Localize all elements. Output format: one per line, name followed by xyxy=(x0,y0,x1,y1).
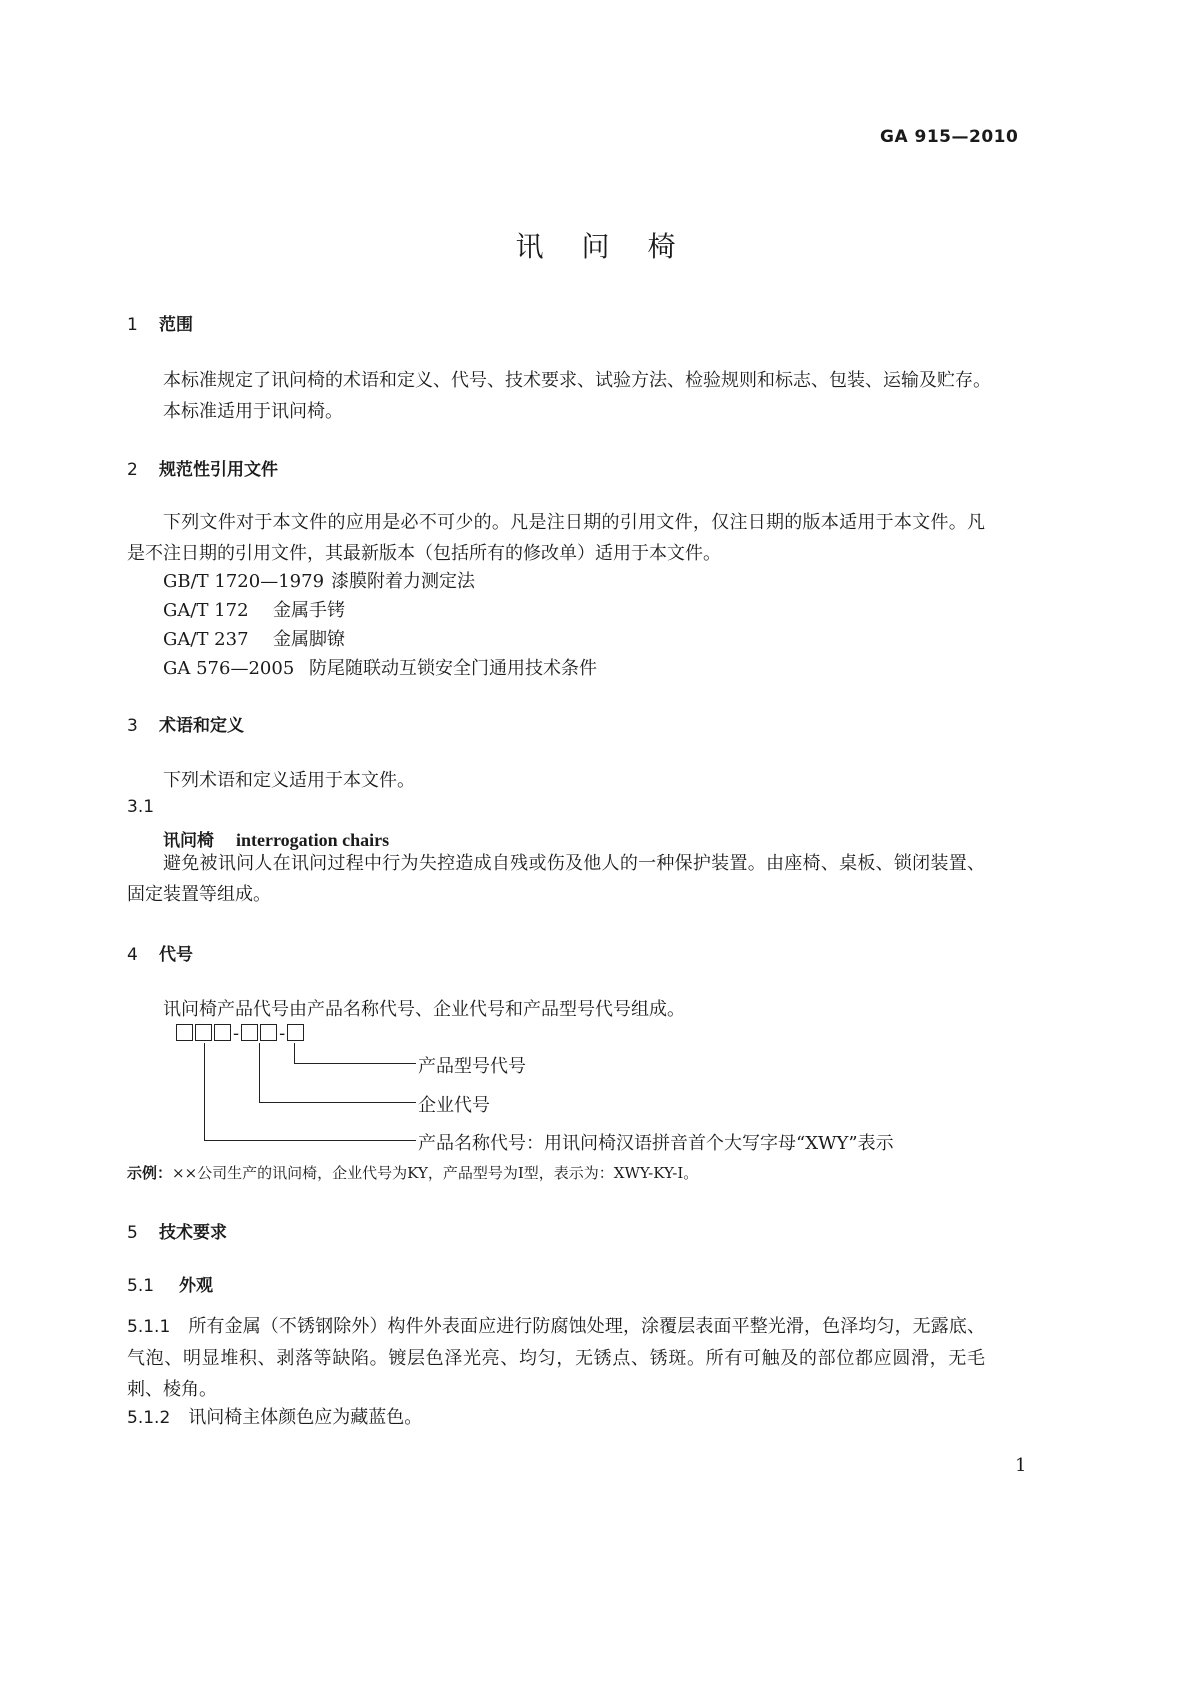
example-text: ××公司生产的讯问椅，企业代号为KY，产品型号为Ⅰ型，表示为：XWY-KY-Ⅰ。 xyxy=(172,1164,699,1182)
label-product-code: 产品名称代号：用讯问椅汉语拼音首个大写字母“XWY”表示 xyxy=(418,1133,894,1154)
code-dash: - xyxy=(233,1023,240,1044)
reference-name: 防尾随联动互锁安全门通用技术条件 xyxy=(309,658,597,679)
code-box xyxy=(241,1024,258,1041)
section-number: 5.1 xyxy=(127,1276,155,1296)
clause-text: 讯问椅主体颜色应为藏蓝色。 xyxy=(188,1407,423,1428)
code-box xyxy=(214,1024,231,1041)
section-1-paragraph-2: 本标准适用于讯问椅。 xyxy=(163,401,343,422)
section-2-paragraph: 下列文件对于本文件的应用是必不可少的。凡是注日期的引用文件，仅注日期的版本适用于本文件。凡是不注日期的引用文件，其最新版本（包括所有的修改单）适用于本文件。 xyxy=(127,512,985,564)
reference-item xyxy=(163,567,475,593)
example-note xyxy=(127,1162,698,1183)
reference-name: 漆膜附着力测定法 xyxy=(331,571,475,592)
reference-code: GA 576—2005 xyxy=(163,658,295,679)
section-2-heading xyxy=(127,455,278,480)
section-title: 代号 xyxy=(159,945,193,965)
section-4-paragraph: 讯问椅产品代号由产品名称代号、企业代号和产品型号代号组成。 xyxy=(163,999,685,1020)
reference-code: GA/T 237 xyxy=(163,629,249,650)
reference-item xyxy=(163,596,345,622)
clause-number: 5.1.1 xyxy=(127,1317,171,1337)
code-structure-boxes xyxy=(176,1023,306,1044)
page-number: 1 xyxy=(1015,1455,1027,1476)
clause-number: 5.1.2 xyxy=(127,1408,171,1428)
example-label: 示例： xyxy=(127,1164,173,1182)
section-3-heading xyxy=(127,711,244,736)
section-title: 技术要求 xyxy=(159,1223,227,1243)
section-number: 4 xyxy=(127,945,138,965)
clause-5-1-2 xyxy=(127,1403,422,1429)
section-number: 5 xyxy=(127,1223,138,1243)
code-dash: - xyxy=(279,1023,286,1044)
term-definition: 避免被讯问人在讯问过程中行为失控造成自残或伤及他人的一种保护装置。由座椅、桌板、锁闭装置、固定装置等组成。 xyxy=(127,853,985,905)
label-model-code: 产品型号代号 xyxy=(418,1056,526,1077)
connector-line-enterprise xyxy=(259,1102,416,1103)
section-title: 术语和定义 xyxy=(159,716,244,736)
reference-name: 金属脚镣 xyxy=(273,629,345,650)
label-enterprise-code: 企业代号 xyxy=(418,1095,490,1116)
section-title: 范围 xyxy=(159,315,193,335)
reference-name: 金属手铐 xyxy=(273,600,345,621)
reference-item xyxy=(163,654,597,680)
code-box xyxy=(195,1024,212,1041)
clause-text: 所有金属（不锈钢除外）构件外表面应进行防腐蚀处理，涂覆层表面平整光滑，色泽均匀，无露底、气泡、明显堆积、剥落等缺陷。镀层色泽光亮、均匀，无锈点、锈斑。所有可触及的部位都应圆滑，无毛刺、棱角。 xyxy=(127,1316,985,1400)
section-number: 3 xyxy=(127,716,138,736)
section-number: 2 xyxy=(127,460,138,480)
reference-code: GA/T 172 xyxy=(163,600,249,621)
section-5-heading xyxy=(127,1218,227,1243)
section-number: 1 xyxy=(127,315,138,335)
section-1-heading xyxy=(127,310,193,335)
connector-line-model-vertical xyxy=(294,1043,295,1064)
clause-5-1-1 xyxy=(127,1311,985,1405)
section-title: 规范性引用文件 xyxy=(159,460,278,480)
section-1-paragraph-1: 本标准规定了讯问椅的术语和定义、代号、技术要求、试验方法、检验规则和标志、包装、运输及贮存。 xyxy=(163,370,991,391)
section-3-paragraph: 下列术语和定义适用于本文件。 xyxy=(163,770,415,791)
section-5-1-heading xyxy=(127,1271,213,1296)
code-box xyxy=(176,1024,193,1041)
term-chinese: 讯问椅 xyxy=(163,831,214,851)
document-title: 讯问椅 xyxy=(515,230,714,263)
connector-line-enterprise-vertical xyxy=(259,1043,260,1103)
subsection-3-1-number: 3.1 xyxy=(127,797,155,817)
connector-line-product-vertical xyxy=(204,1043,205,1141)
connector-line-model xyxy=(294,1063,416,1064)
standard-code: GA 915—2010 xyxy=(880,127,1019,147)
code-box xyxy=(260,1024,277,1041)
section-title: 外观 xyxy=(179,1276,213,1296)
section-4-heading xyxy=(127,940,193,965)
connector-line-product xyxy=(204,1140,416,1141)
code-box xyxy=(287,1024,304,1041)
term-english: interrogation chairs xyxy=(236,830,390,850)
reference-code: GB/T 1720—1979 xyxy=(163,571,325,592)
reference-item xyxy=(163,625,345,651)
